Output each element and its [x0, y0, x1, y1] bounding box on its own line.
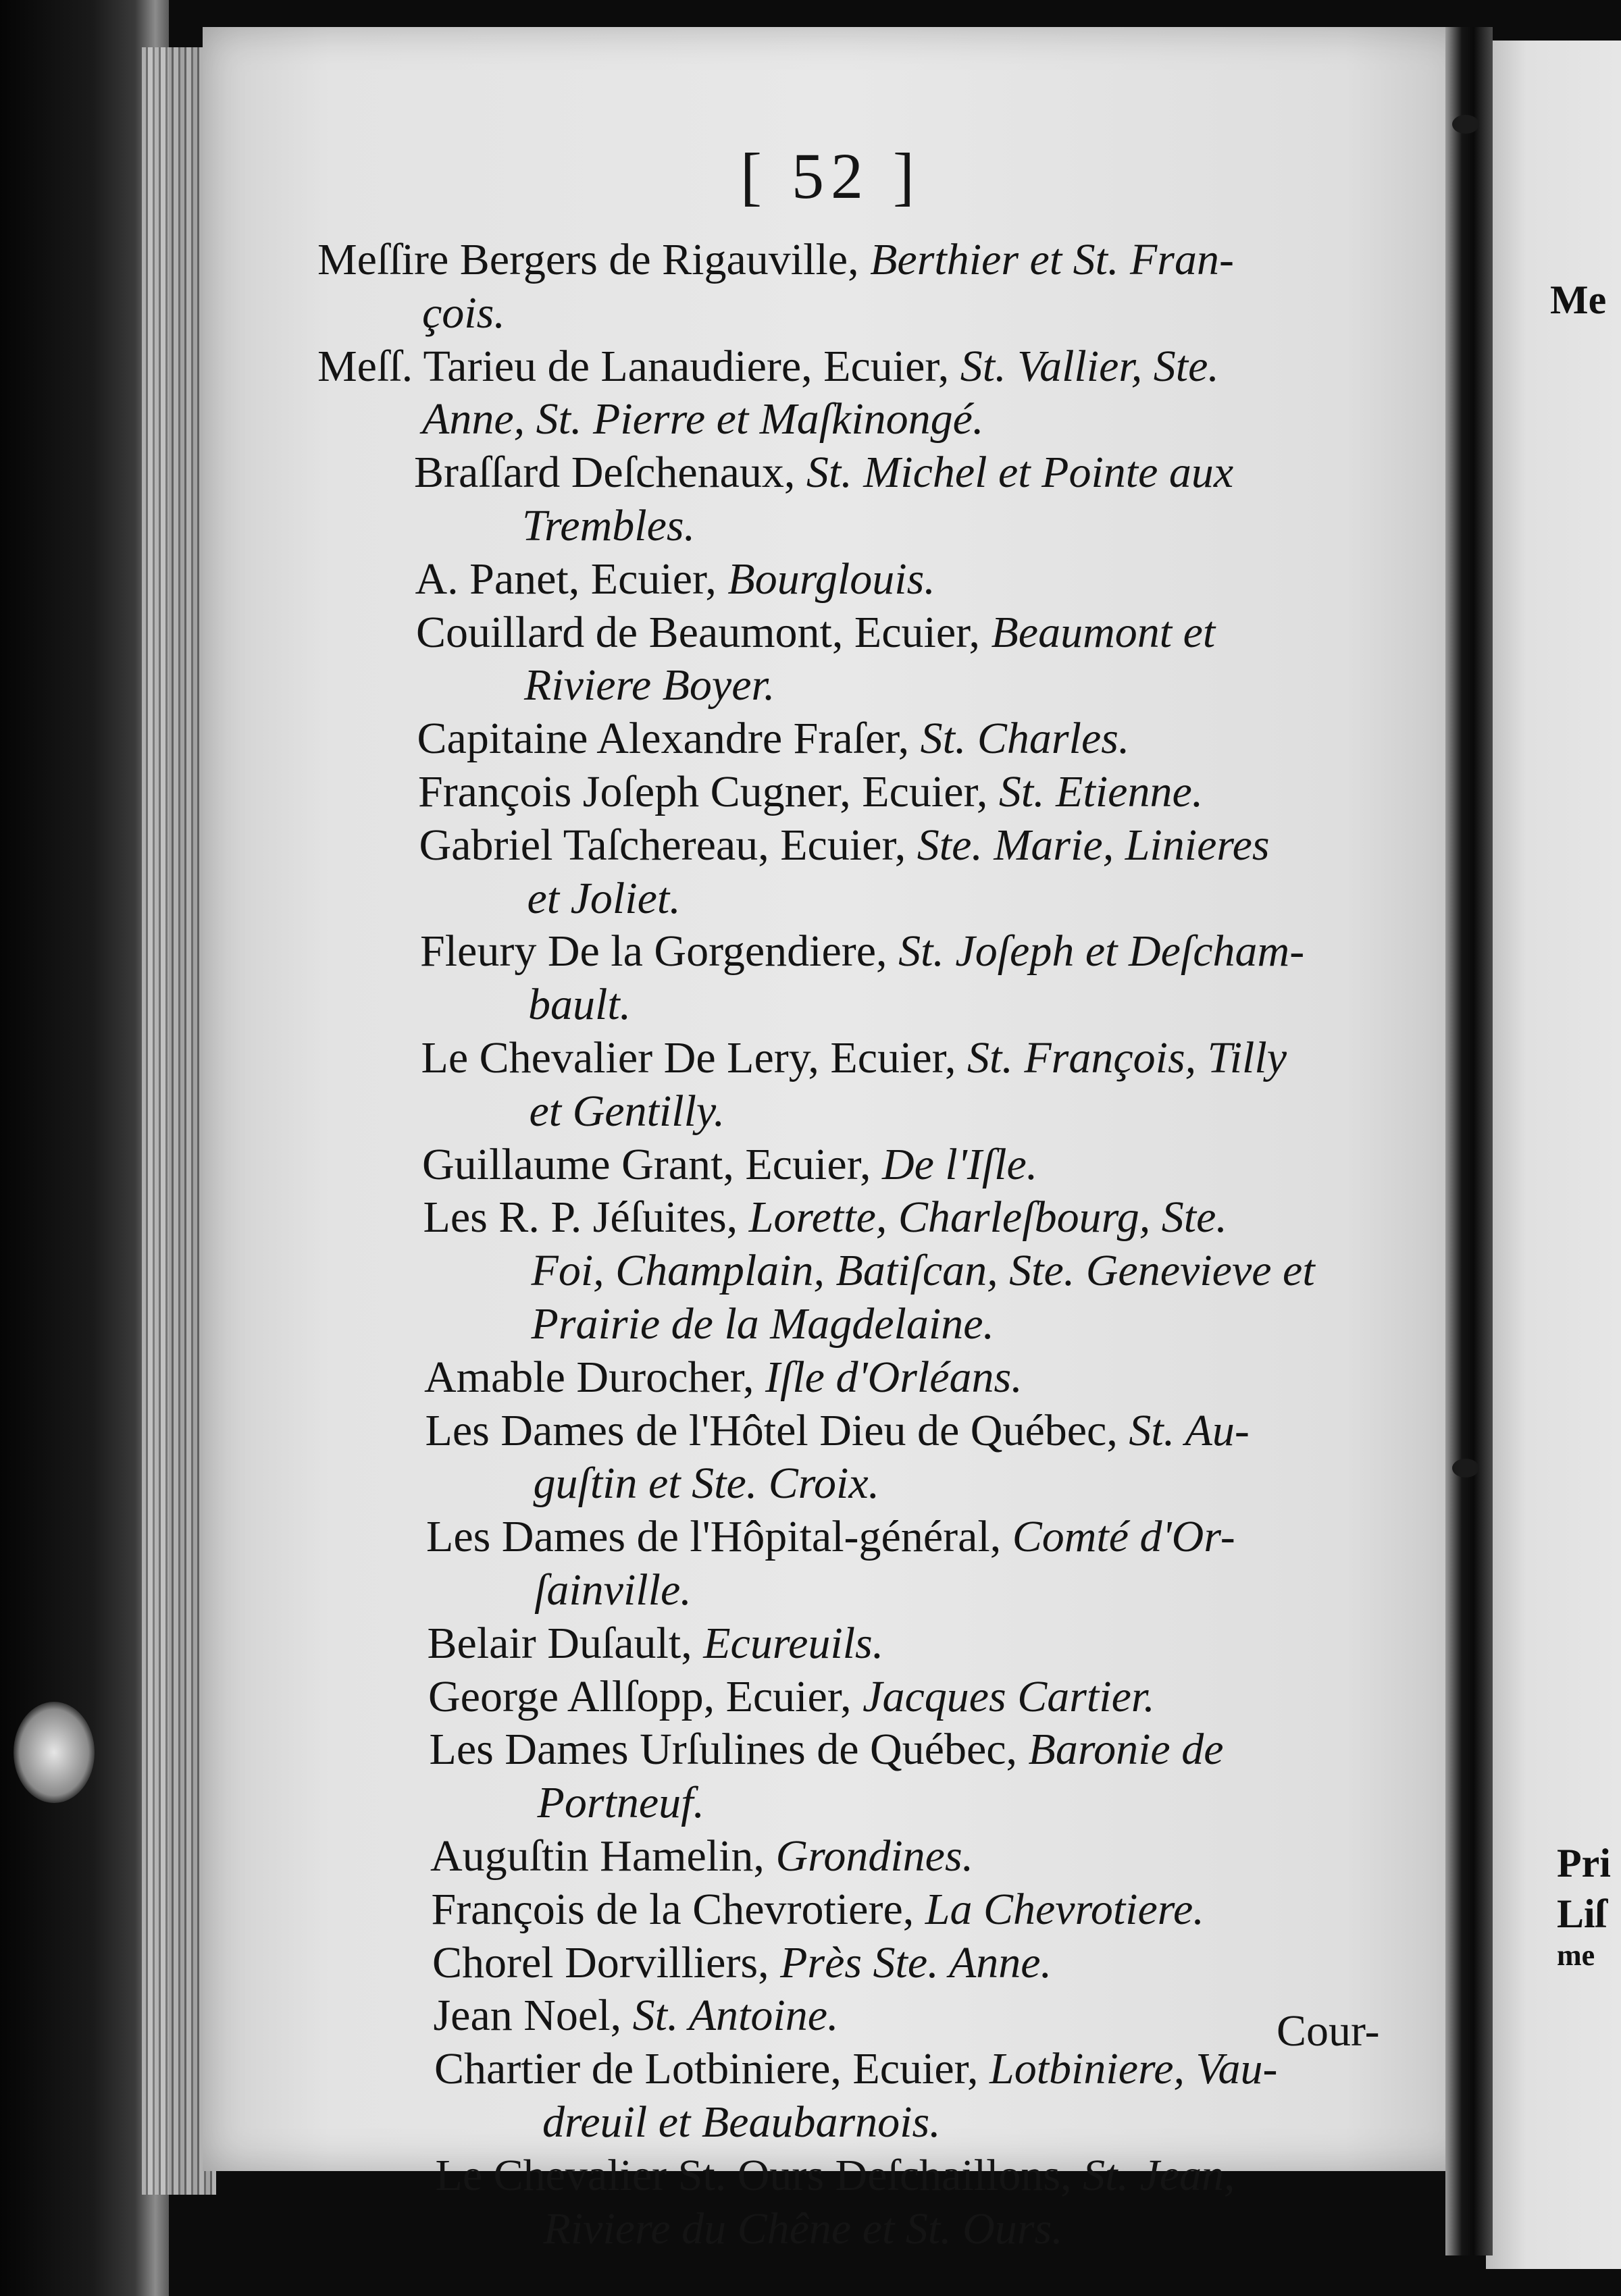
seigneur-name: Couillard de Beaumont, Ecuier,: [416, 607, 992, 657]
place-name: Bourglouis.: [727, 554, 935, 604]
seigneur-name: Chorel Dorvilliers,: [432, 1937, 781, 1987]
entry-first-line: [317, 340, 1219, 394]
binding-stitch: [1452, 115, 1479, 134]
seigneur-name: Les Dames de l'Hôtel Dieu de Québec,: [425, 1405, 1129, 1455]
place-name: et Joliet.: [527, 873, 681, 923]
place-name: Grondines.: [775, 1831, 974, 1881]
seigneur-name: Les R. P. Jéſuites,: [423, 1193, 749, 1243]
facing-page-fragment: me: [1557, 1939, 1595, 1972]
entry-first-line: [418, 765, 1203, 819]
seigneur-name: Fleury De la Gorgendiere,: [420, 927, 899, 976]
place-name: St. Joſeph et Deſcham-: [898, 927, 1305, 976]
seigneur-name: Braſſard Deſchenaux,: [414, 448, 806, 498]
place-name: Foi, Champlain, Batiſcan, Ste. Genevieve et: [531, 1246, 1315, 1296]
entry-first-line: [422, 1138, 1037, 1192]
entry-first-line: [417, 712, 1130, 766]
seigneur-name: Chartier de Lotbiniere, Ecuier,: [434, 2044, 990, 2094]
seigneur-name: François Joſeph Cugner, Ecuier,: [418, 767, 999, 816]
place-name: Portneuf.: [537, 1778, 704, 1828]
seigneur-name: Gabriel Taſchereau, Ecuier,: [419, 820, 917, 870]
place-name: Lorette, Charleſbourg, Ste.: [748, 1193, 1227, 1243]
place-name: Anne, St. Pierre et Maſkinongé.: [422, 394, 984, 444]
place-name: Ste. Marie, Linieres: [917, 820, 1270, 870]
place-name: De l'Iſle.: [881, 1139, 1038, 1189]
place-name: Ecureuils.: [703, 1618, 884, 1668]
entry-continuation-line: [534, 1457, 880, 1511]
place-name: Jacques Cartier.: [863, 1671, 1155, 1721]
entry-continuation-line: [422, 286, 505, 340]
place-name: Prairie de la Magdelaine.: [531, 1299, 995, 1349]
place-name: St. Vallier, Ste.: [960, 341, 1219, 391]
entry-first-line: [428, 1617, 884, 1671]
entry-continuation-line: [524, 658, 775, 712]
place-name: Près Ste. Anne.: [780, 1937, 1052, 1987]
place-name: St. François, Tilly: [967, 1033, 1287, 1082]
entry-continuation-line: [538, 1776, 704, 1830]
place-name: dreuil et Beaubarnois.: [542, 2097, 941, 2147]
entry-continuation-line: [532, 1297, 995, 1351]
entry-first-line: [421, 1031, 1287, 1085]
entry-continuation-line: [534, 1563, 692, 1617]
place-name: St. Etienne.: [998, 767, 1204, 816]
place-name: St. Jean,: [1083, 2150, 1235, 2200]
place-name: La Chevrotiere.: [925, 1884, 1204, 1934]
entry-first-line: [420, 924, 1304, 979]
seigneur-name: Auguſtin Hamelin,: [430, 1831, 776, 1881]
entry-continuation-line: [530, 1085, 725, 1139]
entry-continuation-line: [544, 2202, 1063, 2256]
entry-first-line: [434, 1989, 839, 2043]
catchword: Cour-: [1277, 2006, 1380, 2056]
entry-first-line: [426, 1404, 1250, 1458]
place-name: Baronie de: [1028, 1725, 1224, 1775]
paper-blemish: [14, 1702, 95, 1803]
seigneur-name: Jean Noel,: [433, 1991, 633, 2041]
seigneur-name: Les Dames Urſulines de Québec,: [429, 1725, 1029, 1775]
facing-page-fragment: Me: [1550, 278, 1607, 322]
place-name: St. Antoine.: [632, 1991, 839, 2041]
entry-first-line: [434, 2042, 1278, 2096]
place-name: çois.: [422, 288, 505, 338]
entry-first-line: [428, 1670, 1155, 1724]
place-name: guſtin et Ste. Croix.: [533, 1459, 880, 1509]
place-name: bault.: [528, 980, 632, 1030]
entry-first-line: [414, 446, 1233, 500]
place-name: Riviere Boyer.: [524, 660, 775, 710]
page-number: [ 52 ]: [740, 140, 921, 212]
seigneur-name: Le Chevalier St. Ours Deſchaillons,: [435, 2150, 1083, 2200]
facing-page-fragment: Pri: [1557, 1841, 1611, 1885]
place-name: Berthier et St. Fran-: [870, 235, 1234, 284]
facing-page-fragment: Liſ: [1557, 1891, 1607, 1936]
seigneur-name: Le Chevalier De Lery, Ecuier,: [421, 1033, 967, 1082]
entry-first-line: [423, 1191, 1227, 1245]
place-name: St. Michel et Pointe aux: [806, 448, 1234, 498]
entry-first-line: [416, 606, 1215, 660]
seigneur-name: François de la Chevrotiere,: [431, 1884, 925, 1934]
seigneur-name: Meſſ. Tarieu de Lanaudiere, Ecuier,: [317, 341, 960, 391]
entry-first-line: [415, 552, 935, 606]
book-gutter: [1445, 27, 1493, 2255]
place-name: Iſle d'Orléans.: [765, 1352, 1023, 1402]
entry-continuation-line: [532, 1244, 1315, 1298]
place-name: Riviere du Chêne et St. Ours.: [543, 2203, 1063, 2253]
seigneur-name: George Allſopp, Ecuier,: [428, 1671, 863, 1721]
entry-first-line: [317, 233, 1234, 287]
entry-first-line: [432, 1936, 1052, 1990]
entry-first-line: [419, 818, 1270, 872]
place-name: Lotbiniere, Vau-: [989, 2044, 1278, 2094]
entry-continuation-line: [522, 499, 695, 553]
seigneur-name: Guillaume Grant, Ecuier,: [422, 1139, 882, 1189]
entry-first-line: [430, 1829, 973, 1883]
seigneur-name: Capitaine Alexandre Fraſer,: [417, 714, 921, 764]
place-name: Comté d'Or-: [1012, 1512, 1235, 1562]
seigneur-name: A. Panet, Ecuier,: [415, 554, 728, 604]
place-name: Beaumont et: [991, 607, 1216, 657]
place-name: St. Charles.: [920, 714, 1130, 764]
seigneur-name: Amable Durocher,: [424, 1352, 765, 1402]
entry-first-line: [426, 1510, 1235, 1564]
entry-first-line: [424, 1351, 1023, 1405]
seigneur-name: Les Dames de l'Hôpital-général,: [426, 1512, 1012, 1562]
entry-first-line: [432, 1883, 1204, 1937]
binding-stitch: [1452, 1459, 1479, 1478]
entry-continuation-line: [528, 978, 631, 1032]
entry-continuation-line: [422, 392, 983, 446]
entry-continuation-line: [542, 2095, 941, 2149]
seigneur-name: Meſſire Bergers de Rigauville,: [317, 235, 871, 284]
place-name: St. Au-: [1129, 1405, 1250, 1455]
entry-continuation-line: [528, 872, 681, 926]
place-name: ſainville.: [534, 1565, 692, 1615]
seigneur-name: Belair Duſault,: [427, 1618, 704, 1668]
entry-first-line: [436, 2149, 1235, 2203]
entry-first-line: [430, 1723, 1224, 1777]
place-name: Trembles.: [522, 501, 696, 550]
place-name: et Gentilly.: [529, 1086, 725, 1136]
